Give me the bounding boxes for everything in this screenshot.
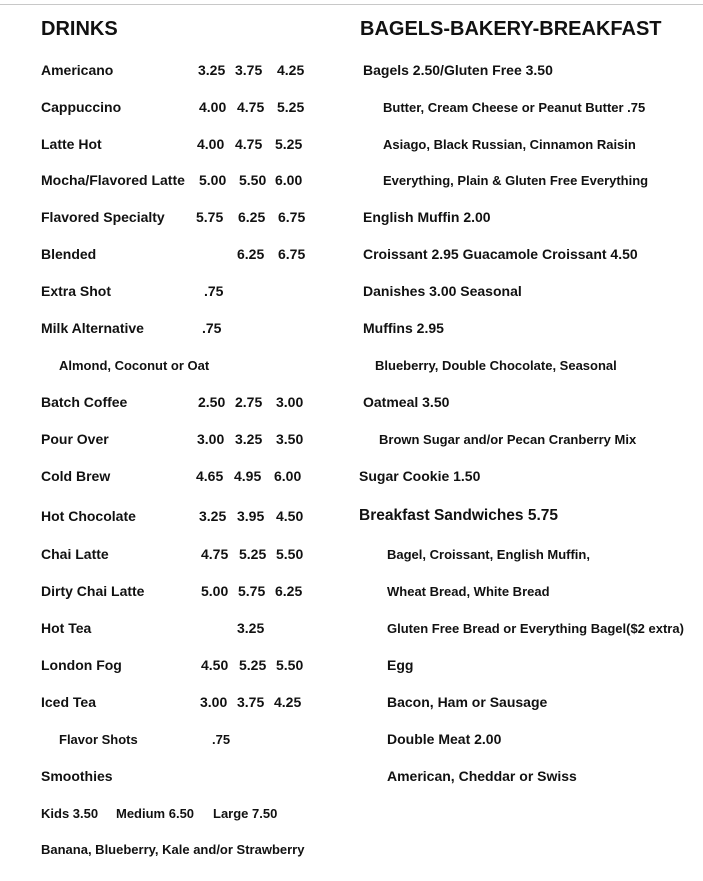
bagel-flavors-1: Asiago, Black Russian, Cinnamon Raisin	[383, 137, 636, 152]
drink-london-fog-price-small: 4.50	[201, 657, 229, 673]
drink-cold-brew-price-small: 4.65	[196, 468, 224, 484]
drink-pour-over-price-small: 3.00	[197, 431, 225, 447]
drink-blended-price-medium: 6.25	[237, 246, 265, 262]
drink-cappuccino-price-small: 4.00	[199, 99, 227, 115]
drink-mocha-price-small: 5.00	[199, 172, 227, 188]
bakery-english-muffin: English Muffin 2.00	[363, 209, 491, 225]
drink-london-fog-price-medium: 5.25	[239, 657, 267, 673]
bakery-danishes: Danishes 3.00 Seasonal	[363, 283, 522, 299]
smoothie-large-price: Large 7.50	[213, 806, 278, 821]
drink-extra-shot-name: Extra Shot	[41, 283, 112, 299]
drink-iced-tea-price-medium: 3.75	[237, 694, 265, 710]
sandwich-bread-options-3: Gluten Free Bread or Everything Bagel($2 extra)	[387, 621, 684, 636]
drink-mocha-price-medium: 5.50	[239, 172, 267, 188]
sandwich-egg: Egg	[387, 657, 414, 673]
drink-dirty-chai-latte-price-small: 5.00	[201, 583, 229, 599]
drink-dirty-chai-latte-price-large: 6.25	[275, 583, 303, 599]
bagel-spreads: Butter, Cream Cheese or Peanut Butter .75	[383, 100, 646, 115]
drink-iced-tea-name: Iced Tea	[41, 694, 96, 710]
oatmeal-toppings: Brown Sugar and/or Pecan Cranberry Mix	[379, 432, 637, 447]
bakery-oatmeal: Oatmeal 3.50	[363, 394, 450, 410]
drink-pour-over-price-medium: 3.25	[235, 431, 263, 447]
muffin-flavors: Blueberry, Double Chocolate, Seasonal	[375, 358, 617, 373]
drink-mocha-price-large: 6.00	[275, 172, 303, 188]
drink-latte-hot-price-medium: 4.75	[235, 136, 263, 152]
drink-dirty-chai-latte-name: Dirty Chai Latte	[41, 583, 145, 599]
drink-flavored-specialty-price-small: 5.75	[196, 209, 224, 225]
drink-cold-brew-price-large: 6.00	[274, 468, 302, 484]
top-divider	[0, 4, 703, 5]
bagel-flavors-2: Everything, Plain & Gluten Free Everything	[383, 173, 649, 188]
drink-milk-alternative-name: Milk Alternative	[41, 320, 144, 336]
bakery-croissant: Croissant 2.95 Guacamole Croissant 4.50	[363, 246, 638, 262]
drink-batch-coffee-price-small: 2.50	[198, 394, 226, 410]
bakery-sugar-cookie: Sugar Cookie 1.50	[359, 468, 481, 484]
sandwich-bread-options-2: Wheat Bread, White Bread	[387, 584, 550, 599]
bakery-breakfast-sandwiches: Breakfast Sandwiches 5.75	[359, 507, 559, 524]
drinks-heading: DRINKS	[41, 18, 118, 40]
bakery-muffins: Muffins 2.95	[363, 320, 444, 336]
bakery-heading: BAGELS-BAKERY-BREAKFAST	[360, 18, 662, 40]
drink-latte-hot-price-small: 4.00	[197, 136, 225, 152]
drink-batch-coffee-price-medium: 2.75	[235, 394, 263, 410]
drink-americano-price-medium: 3.75	[235, 62, 263, 78]
drink-latte-hot-name: Latte Hot	[41, 136, 102, 152]
sandwich-meats: Bacon, Ham or Sausage	[387, 694, 548, 710]
drink-mocha-name: Mocha/Flavored Latte	[41, 172, 185, 188]
smoothie-medium-price: Medium 6.50	[116, 806, 195, 821]
milk-alternative-options: Almond, Coconut or Oat	[59, 358, 210, 373]
drink-chai-latte-price-large: 5.50	[276, 546, 304, 562]
drink-batch-coffee-price-large: 3.00	[276, 394, 304, 410]
sandwich-cheeses: American, Cheddar or Swiss	[387, 768, 577, 784]
sandwich-bread-options-1: Bagel, Croissant, English Muffin,	[387, 547, 590, 562]
drink-hot-chocolate-price-small: 3.25	[199, 508, 227, 524]
drink-cold-brew-name: Cold Brew	[41, 468, 111, 484]
bakery-bagels: Bagels 2.50/Gluten Free 3.50	[363, 62, 553, 78]
drink-flavored-specialty-name: Flavored Specialty	[41, 209, 165, 225]
drink-blended-name: Blended	[41, 246, 97, 262]
drink-flavored-specialty-price-large: 6.75	[278, 209, 306, 225]
drink-iced-tea-price-small: 3.00	[200, 694, 228, 710]
drink-latte-hot-price-large: 5.25	[275, 136, 303, 152]
drink-flavor-shots-price: .75	[212, 732, 231, 747]
drink-cappuccino-name: Cappuccino	[41, 99, 122, 115]
drink-cappuccino-price-large: 5.25	[277, 99, 305, 115]
drink-hot-chocolate-price-large: 4.50	[276, 508, 304, 524]
drink-cappuccino-price-medium: 4.75	[237, 99, 265, 115]
drink-batch-coffee-name: Batch Coffee	[41, 394, 128, 410]
smoothie-kids-price: Kids 3.50	[41, 806, 99, 821]
drink-smoothies-name: Smoothies	[41, 768, 113, 784]
drink-pour-over-price-large: 3.50	[276, 431, 304, 447]
drink-flavor-shots-name: Flavor Shots	[59, 732, 138, 747]
drink-cold-brew-price-medium: 4.95	[234, 468, 262, 484]
drink-extra-shot-price: .75	[204, 283, 224, 299]
drink-americano-price-large: 4.25	[277, 62, 305, 78]
sandwich-double-meat: Double Meat 2.00	[387, 731, 502, 747]
drink-london-fog-price-large: 5.50	[276, 657, 304, 673]
drink-dirty-chai-latte-price-medium: 5.75	[238, 583, 266, 599]
drink-milk-alternative-price: .75	[202, 320, 222, 336]
drink-pour-over-name: Pour Over	[41, 431, 109, 447]
drink-chai-latte-name: Chai Latte	[41, 546, 109, 562]
drink-americano-price-small: 3.25	[198, 62, 226, 78]
smoothie-flavors: Banana, Blueberry, Kale and/or Strawberry	[41, 842, 305, 857]
drink-americano-name: Americano	[41, 62, 114, 78]
drink-hot-chocolate-price-medium: 3.95	[237, 508, 265, 524]
drink-chai-latte-price-medium: 5.25	[239, 546, 267, 562]
drink-chai-latte-price-small: 4.75	[201, 546, 229, 562]
drink-flavored-specialty-price-medium: 6.25	[238, 209, 266, 225]
drink-hot-tea-name: Hot Tea	[41, 620, 92, 636]
drink-hot-tea-price: 3.25	[237, 620, 265, 636]
drink-london-fog-name: London Fog	[41, 657, 122, 673]
drink-blended-price-large: 6.75	[278, 246, 306, 262]
drink-hot-chocolate-name: Hot Chocolate	[41, 508, 136, 524]
drink-iced-tea-price-large: 4.25	[274, 694, 302, 710]
